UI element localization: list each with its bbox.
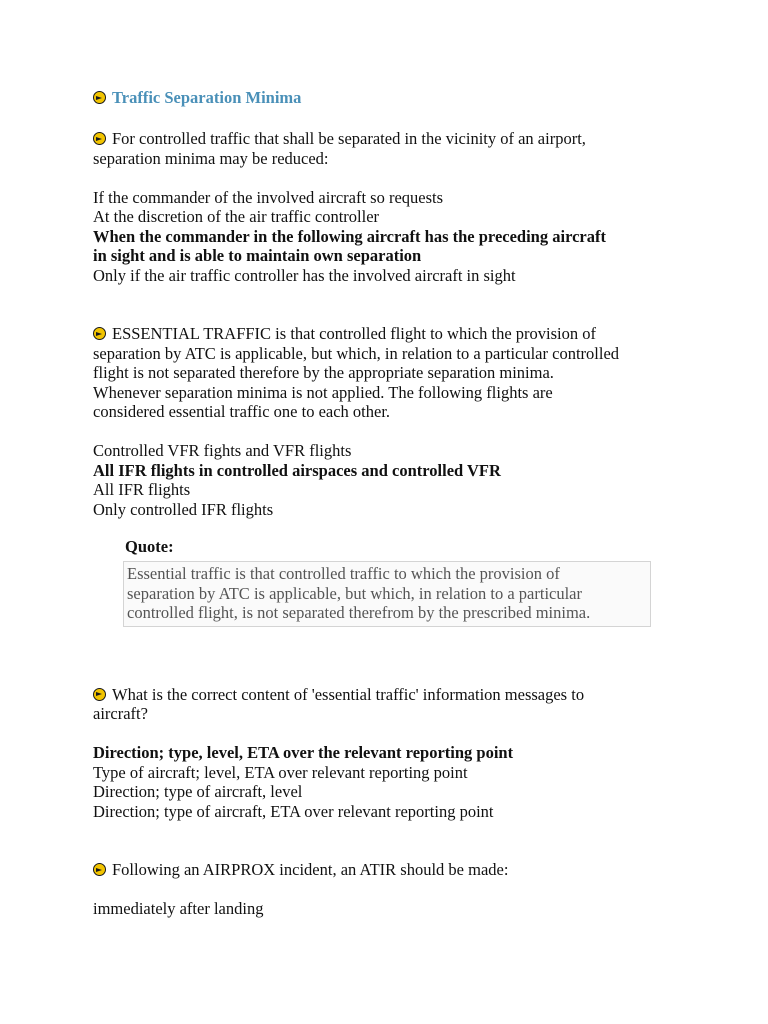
section-heading	[93, 88, 693, 108]
question-text: aircraft?	[93, 704, 148, 723]
answer-option: Type of aircraft; level, ETA over relevant reporting point	[93, 762, 468, 782]
question-text: Whenever separation minima is not applied. The following flights are	[93, 382, 553, 402]
correct-answer: in sight and is able to maintain own separation	[93, 246, 422, 265]
answer-option: If the commander of the involved aircraft so requests	[93, 187, 444, 207]
quote-label: Quote:	[125, 537, 174, 556]
question-text: separation by ATC is applicable, but which, in relation to a particular controlled	[93, 343, 620, 363]
question-text: What is the correct content of 'essential traffic' information messages to	[93, 685, 693, 705]
answer-option: Direction; type of aircraft, ETA over relevant reporting point	[93, 801, 494, 821]
arrow-bullet-icon	[93, 327, 106, 340]
question-text: separation minima may be reduced:	[93, 148, 329, 168]
question-4	[93, 860, 693, 919]
question-text: ESSENTIAL TRAFFIC is that controlled flight to which the provision of	[93, 324, 693, 344]
quote-text: controlled flight, is not separated therefrom by the prescribed minima.	[127, 603, 591, 622]
question-text: flight is not separated therefore by the appropriate separation minima.	[93, 363, 554, 382]
answer-option: Direction; type of aircraft, level	[93, 782, 303, 801]
question-text: For controlled traffic that shall be separated in the vicinity of an airport,	[93, 129, 693, 149]
correct-answer: All IFR flights in controlled airspaces and controlled VFR	[93, 460, 501, 480]
answer-option: All IFR flights	[93, 480, 191, 499]
question-text: Following an AIRPROX incident, an ATIR should be made:	[93, 860, 693, 880]
quote-text: Essential traffic is that controlled traffic to which the provision of	[127, 564, 560, 583]
question-1	[93, 129, 693, 285]
document-page	[93, 86, 693, 919]
answer-option: Only if the air traffic controller has the involved aircraft in sight	[93, 265, 516, 285]
arrow-bullet-icon	[93, 132, 106, 145]
quote-box	[123, 561, 651, 627]
answer-option: Only controlled IFR flights	[93, 499, 274, 519]
correct-answer: Direction; type, level, ETA over the relevant reporting point	[93, 743, 514, 762]
arrow-bullet-icon	[93, 91, 106, 104]
arrow-bullet-icon	[93, 863, 106, 876]
answer-option: Controlled VFR fights and VFR flights	[93, 441, 352, 460]
correct-answer: When the commander in the following aircraft has the preceding aircraft	[93, 226, 606, 246]
quote-text: separation by ATC is applicable, but which, in relation to a particular	[127, 583, 582, 603]
question-2	[93, 324, 693, 627]
answer-option: At the discretion of the air traffic controller	[93, 207, 380, 226]
section-title-link[interactable]: Traffic Separation Minima	[112, 88, 302, 107]
question-3	[93, 685, 693, 822]
question-text: considered essential traffic one to each other.	[93, 402, 391, 421]
arrow-bullet-icon	[93, 688, 106, 701]
answer-option: immediately after landing	[93, 899, 264, 918]
